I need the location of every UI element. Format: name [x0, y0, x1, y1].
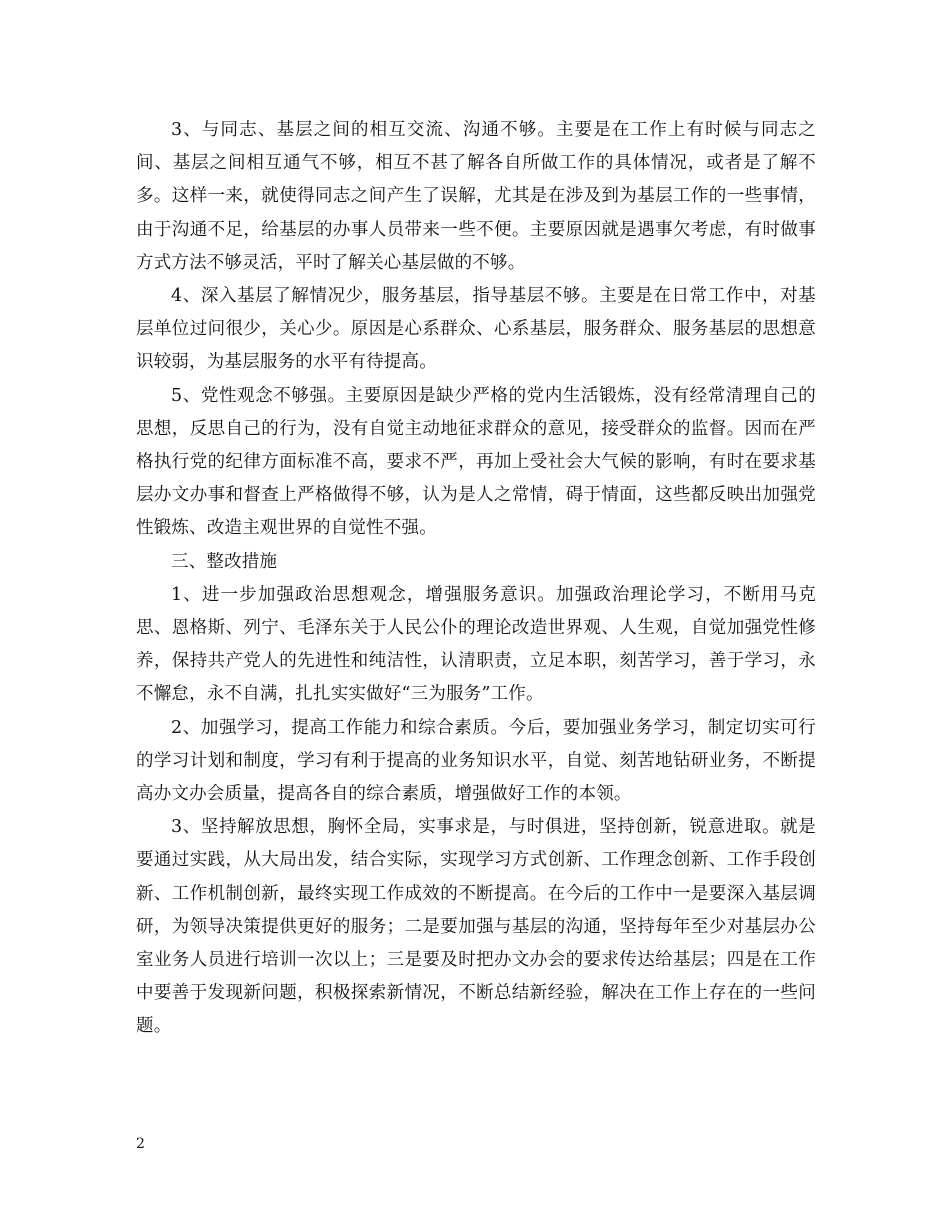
paragraph-item-4-grassroots: 4、深入基层了解情况少，服务基层，指导基层不够。主要是在日常工作中，对基层单位过问很少，关心少。原因是心系群众、心系基层，服务群众、服务基层的思想意识较弱，为基层服务的水平有待提高。: [136, 286, 816, 373]
paragraph-measure-3: 3、坚持解放思想，胸怀全局，实事求是，与时俱进，坚持创新，锐意进取。就是要通过实践，从大局出发，结合实际，实现学习方式创新、工作理念创新、工作手段创新、工作机制创新，最终实现工作成效的不断提高。在今后的工作中一是要深入基层调研，为领导决策提供更好的服务；二是要加强与基层的沟通，坚持每年至少对基层办公室业务人员进行培训一次以上；三是要及时把办文办会的要求传达给基层；四是在工作中要善于发现新问题，积极探索新情况，不断总结新经验，解决在工作上存在的一些问题。: [136, 817, 816, 1037]
paragraph-measure-2: 2、加强学习，提高工作能力和综合素质。今后，要加强业务学习，制定切实可行的学习计划和制度，学习有利于提高的业务知识水平，自觉、刻苦地钻研业务，不断提高办文办会质量，提高各自的综合素质，增强做好工作的本领。: [136, 717, 816, 805]
paragraph-item-3-communication: 3、与同志、基层之间的相互交流、沟通不够。主要是在工作上有时候与同志之间、基层之间相互通气不够，相互不甚了解各自所做工作的具体情况，或者是了解不多。这样一来，就使得同志之间产生了误解，尤其是在涉及到为基层工作的一些事情，由于沟通不足，给基层的办事人员带来一些不便。主要原因就是遇事欠考虑，有时做事方式方法不够灵活，平时了解关心基层做的不够。: [136, 120, 816, 273]
page-number: 2: [136, 1136, 145, 1152]
document-body: [136, 114, 816, 1044]
paragraph-item-5-party-spirit: 5、党性观念不够强。主要原因是缺少严格的党内生活锻炼，没有经常清理自己的思想，反思自己的行为，没有自觉主动地征求群众的意见，接受群众的监督。因而在严格执行党的纪律方面标准不高，要求不严，再加上受社会大气候的影响，有时在要求基层办文办事和督查上严格做得不够，认为是人之常情，碍于情面，这些都反映出加强党性锻炼、改造主观世界的自觉性不强。: [136, 385, 816, 539]
section-heading-rectification: 三、整改措施: [171, 551, 278, 572]
paragraph-measure-1: 1、进一步加强政治思想观念，增强服务意识。加强政治理论学习，不断用马克思、恩格斯、列宁、毛泽东关于人民公仆的理论改造世界观、人生观，自觉加强党性修养，保持共产党人的先进性和纯洁性，认清职责，立足本职，刻苦学习，善于学习，永不懈怠，永不自满，扎扎实实做好“三为服务”工作。: [136, 584, 816, 705]
